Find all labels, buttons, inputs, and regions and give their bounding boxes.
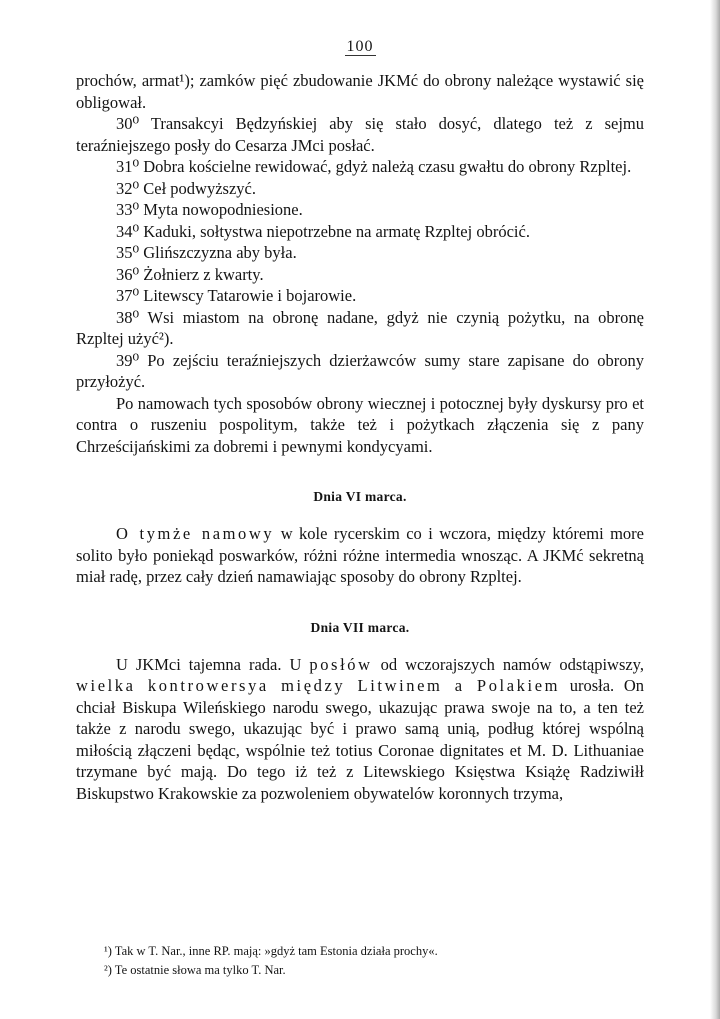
section-vii-paragraph: [76, 654, 644, 805]
section-vi-text: w kole rycerskim co i wczora, między któremi more solito było poniekąd poswarków, różni różne intermedia wnosząc. A JKMć sekretną miał radę, przez cały dzień namawiając sposoby do obrony Rzpltej.: [76, 524, 644, 586]
scan-edge-shadow: [710, 0, 720, 1019]
spaced-posłów: posłów: [309, 654, 373, 674]
footnotes: [104, 942, 624, 980]
section-vii-part1: U JKMci tajemna rada. U: [116, 654, 310, 674]
list-item: 37⁰ Litewscy Tatarowie i bojarowie.: [116, 286, 357, 305]
section-heading-vi: Dnia VI marca.: [313, 489, 407, 504]
footnote: ²) Te ostatnie słowa ma tylko T. Nar.: [104, 963, 286, 977]
list-item: 30⁰ Transakcyi Będzyńskiej aby się stało dosyć, dlatego też z sejmu teraźniejszego posły do Cesarza JMci posłać.: [76, 114, 644, 155]
list-item: 38⁰ Wsi miastom na obronę nadane, gdyż nie czynią pożytku, na obronę Rzpltej użyć²).: [76, 307, 644, 348]
section-vii-part2: od wczorajszych namów odstąpiwszy,: [372, 654, 644, 674]
footnote: ¹) Tak w T. Nar., inne RP. mają: »gdyż tam Estonia działa prochy«.: [104, 944, 438, 958]
list-item: 36⁰ Żołnierz z kwarty.: [116, 264, 264, 284]
closing-paragraph: Po namowach tych sposobów obrony wiecznej i potocznej były dyskursy pro et contra o ruszeniu pospolitym, także też i pożytkach złączenia się z pany Chrześcijańskimi za dobremi i pewnymi kondycyami.: [76, 393, 644, 456]
list-item: 39⁰ Po zejściu teraźniejszych dzierżawców sumy stare zapisane do obrony przyłożyć.: [76, 350, 644, 391]
document-page: [76, 38, 644, 804]
page-number-text: 100: [346, 38, 374, 55]
spaced-lead: O tymże namowy: [116, 524, 275, 543]
list-item: 32⁰ Ceł podwyższyć.: [116, 178, 256, 198]
spaced-controversy: wielka kontrowersya między Litwinem a Polakiem: [76, 676, 561, 695]
page-number: [76, 38, 644, 56]
section-heading-vii: Dnia VII marca.: [310, 619, 410, 635]
list-item: 31⁰ Dobra kościelne rewidować, gdyż należą czasu gwałtu do obrony Rzpltej.: [116, 157, 632, 176]
list-item: 35⁰ Glińszczyzna aby była.: [116, 243, 297, 262]
list-item: 34⁰ Kaduki, sołtystwa niepotrzebne na armatę Rzpltej obrócić.: [116, 221, 530, 241]
top-paragraph: prochów, armat¹); zamków pięć zbudowanie JKMć do obrony należące wystawić się obligował.: [76, 71, 644, 112]
section-vi-paragraph: [76, 523, 644, 588]
list-item: 33⁰ Myta nowopodniesione.: [116, 200, 303, 219]
section-vii-part3: urosła. On chciał Biskupa Wileńskiego narodu swego, ukazując prawa swoje na to, a ten też także z narodu swego, ukazując być i prawo samą unią, podług której wspólną miłością złączeni będąc, wspólnie też totius Coronae dignitates et M. D. Lithuaniae trzymane być mają. Do tego iż też z Litewskiego Księstwa Książę Radziwiłł Biskupstwo Krakowskie za pozwoleniem obywatelów koronnych trzyma,: [76, 676, 644, 803]
